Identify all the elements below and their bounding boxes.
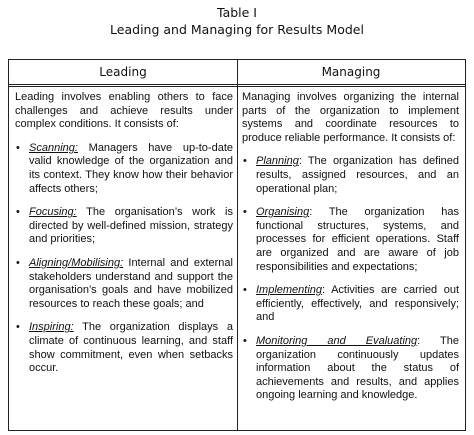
header-managing: Managing — [321, 65, 381, 79]
item-term: Focusing: — [29, 206, 77, 219]
results-model-table — [8, 59, 466, 431]
item-text: : Activities are carried out efficiently, effectively, and responsively; and — [256, 284, 459, 324]
leading-item-focusing — [15, 206, 233, 247]
table-title: Leading and Managing for Results Model — [110, 22, 364, 37]
managing-column — [242, 91, 459, 413]
item-term: Planning — [256, 155, 299, 168]
leading-intro: Leading involves enabling others to face challenges and achieve results under complex conditions. It consists of: — [15, 91, 233, 131]
leading-item-aligning — [15, 257, 233, 311]
leading-column — [15, 91, 233, 386]
managing-intro: Managing involves organizing the internal parts of the organization to implement systems and coordinate resources to produce reliable performance. It consists of: — [242, 91, 459, 144]
managing-item-organising — [242, 206, 459, 274]
bullet-icon: • — [16, 141, 20, 154]
item-term: Aligning/Mobilising: — [29, 256, 124, 269]
item-text: : The organization continuously updates information about the status of achievements and results, and applies ongoing learning and knowledge. — [256, 334, 459, 402]
managing-item-planning — [242, 155, 459, 196]
bullet-icon: • — [243, 155, 247, 168]
item-term: Inspiring: — [29, 321, 74, 334]
leading-item-inspiring — [15, 321, 233, 375]
bullet-icon: • — [243, 284, 247, 297]
item-text: Managers have up-to-date valid knowledge of the organization and its context. They know how their behavior affects others; — [29, 141, 233, 195]
managing-list — [242, 155, 459, 403]
column-divider — [237, 60, 238, 430]
item-text: : The organization has defined results, assigned resources, and an operational plan; — [256, 155, 459, 195]
managing-item-monitoring — [242, 335, 459, 403]
item-text: Internal and external stakeholders understand and support the organisation’s goals and have mobilized resources to reach these goals; and — [29, 256, 233, 310]
leading-item-scanning — [15, 142, 233, 196]
item-text: : The organization has functional structures, systems, and processes for efficient operations. Staff are organized and are aware of job responsibilities and expectations; — [256, 206, 459, 273]
leading-list — [15, 142, 233, 376]
bullet-icon: • — [16, 206, 20, 219]
bullet-icon: • — [16, 321, 20, 334]
item-term: Scanning: — [29, 141, 78, 154]
header-leading: Leading — [99, 65, 147, 79]
item-text: The organization displays a climate of continuous learning, and staff show commitment, even when setbacks occur. — [29, 321, 233, 375]
item-term: Implementing — [256, 284, 323, 297]
item-term: Organising — [256, 206, 310, 219]
item-text: The organisation’s work is directed by well-defined mission, strategy and priorities; — [29, 206, 233, 246]
table-number: Table I — [217, 5, 257, 20]
bullet-icon: • — [243, 206, 247, 219]
table-caption — [0, 4, 474, 38]
managing-item-implementing — [242, 284, 459, 325]
bullet-icon: • — [243, 334, 247, 347]
item-term: Monitoring and Evaluating — [256, 334, 418, 347]
bullet-icon: • — [16, 256, 20, 269]
